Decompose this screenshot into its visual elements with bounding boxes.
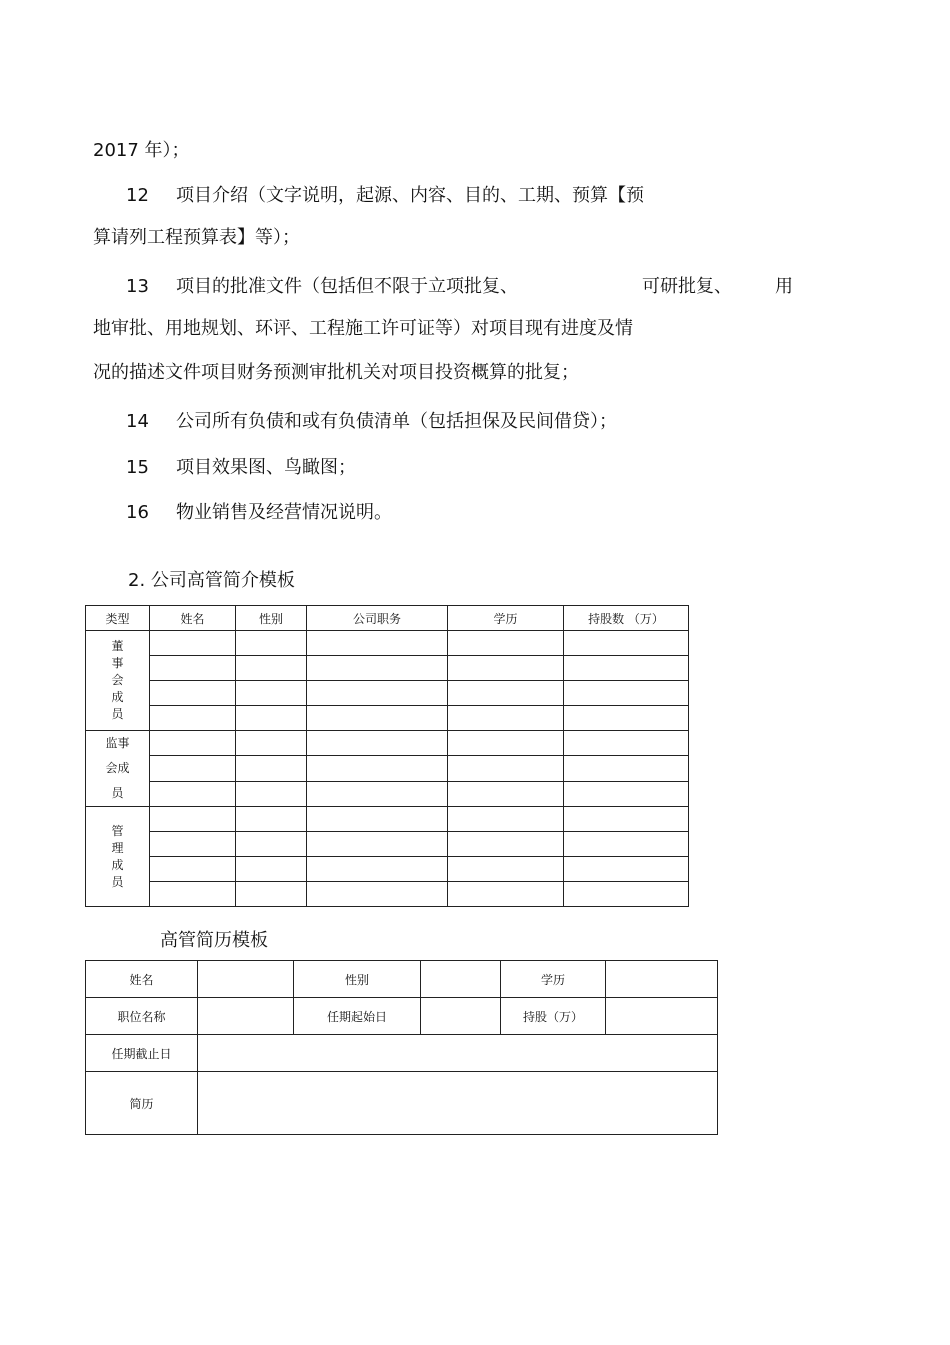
value-shares[interactable] xyxy=(606,998,718,1035)
header-type: 类型 xyxy=(86,606,150,631)
header-position: 公司职务 xyxy=(307,606,448,631)
table-cell[interactable] xyxy=(150,832,236,857)
table-cell[interactable] xyxy=(564,807,689,832)
table-cell[interactable] xyxy=(307,706,448,731)
table-cell[interactable] xyxy=(150,756,236,781)
exec-summary-table xyxy=(85,605,689,907)
paragraph-line: 地审批、用地规划、环评、工程施工许可证等）对项目现有进度及情 xyxy=(93,318,633,339)
table-cell[interactable] xyxy=(564,656,689,681)
table-row xyxy=(86,1072,718,1135)
header-gender: 性别 xyxy=(236,606,307,631)
item-text: 项目效果图、鸟瞰图； xyxy=(176,457,356,478)
table-cell[interactable] xyxy=(150,857,236,882)
table-cell[interactable] xyxy=(236,756,307,781)
table-cell[interactable] xyxy=(150,656,236,681)
table-cell[interactable] xyxy=(307,781,448,806)
label-shares: 持股（万） xyxy=(501,998,606,1035)
value-term-end[interactable] xyxy=(198,1035,718,1072)
table-cell[interactable] xyxy=(236,681,307,706)
table-cell[interactable] xyxy=(448,781,564,806)
table-row xyxy=(86,731,689,756)
item-text: 物业销售及经营情况说明。 xyxy=(176,502,392,523)
item-text: 可研批复、 xyxy=(642,276,732,297)
value-position[interactable] xyxy=(198,998,294,1035)
table-cell[interactable] xyxy=(236,706,307,731)
table-cell[interactable] xyxy=(307,631,448,656)
table-row xyxy=(86,656,689,681)
item-text: 项目介绍（文字说明，起源、内容、目的、工期、预算【预 xyxy=(176,185,644,206)
paragraph-line: 况的描述文件项目财务预测审批机关对项目投资概算的批复； xyxy=(93,362,579,383)
item-number: 12 xyxy=(126,185,149,206)
item-15 xyxy=(126,457,356,479)
table-cell[interactable] xyxy=(307,807,448,832)
table-header-row xyxy=(86,606,689,631)
table-cell[interactable] xyxy=(150,731,236,756)
label-term-end: 任期截止日 xyxy=(86,1035,198,1072)
table-cell[interactable] xyxy=(307,882,448,907)
table-row xyxy=(86,807,689,832)
item-text: 用 xyxy=(775,276,793,297)
table-cell[interactable] xyxy=(448,656,564,681)
table-cell[interactable] xyxy=(448,857,564,882)
value-education[interactable] xyxy=(606,961,718,998)
table-cell[interactable] xyxy=(236,857,307,882)
table-cell[interactable] xyxy=(236,832,307,857)
table-cell[interactable] xyxy=(564,756,689,781)
label-position: 职位名称 xyxy=(86,998,198,1035)
table-cell[interactable] xyxy=(307,731,448,756)
table-cell[interactable] xyxy=(448,807,564,832)
value-resume[interactable] xyxy=(198,1072,718,1135)
table-cell[interactable] xyxy=(236,631,307,656)
item-14 xyxy=(126,411,617,433)
table-cell[interactable] xyxy=(150,631,236,656)
table-cell[interactable] xyxy=(236,656,307,681)
label-name: 姓名 xyxy=(86,961,198,998)
group-supervisory-label: 监事会成员 xyxy=(86,731,150,807)
table-cell[interactable] xyxy=(307,857,448,882)
table-row xyxy=(86,832,689,857)
table-cell[interactable] xyxy=(150,807,236,832)
value-name[interactable] xyxy=(198,961,294,998)
table-cell[interactable] xyxy=(564,832,689,857)
item-text: 项目的批准文件（包括但不限于立项批复、 xyxy=(176,276,518,297)
table-cell[interactable] xyxy=(564,882,689,907)
table-row xyxy=(86,857,689,882)
group-board-label: 董事会成员 xyxy=(86,631,150,731)
header-name: 姓名 xyxy=(150,606,236,631)
paragraph-line: 算请列工程预算表】等）； xyxy=(93,227,300,248)
table-row xyxy=(86,706,689,731)
item-number: 15 xyxy=(126,457,149,478)
item-12 xyxy=(126,185,644,207)
table-cell[interactable] xyxy=(564,731,689,756)
item-number: 13 xyxy=(126,276,149,297)
group-management-label: 管理成员 xyxy=(86,807,150,907)
label-term-start: 任期起始日 xyxy=(294,998,421,1035)
table-cell[interactable] xyxy=(448,832,564,857)
table-cell[interactable] xyxy=(448,756,564,781)
item-number: 16 xyxy=(126,502,149,523)
table-cell[interactable] xyxy=(307,832,448,857)
table-cell[interactable] xyxy=(307,681,448,706)
table-row xyxy=(86,681,689,706)
table-row xyxy=(86,998,718,1035)
paragraph-line: 2017 年）； xyxy=(93,140,190,161)
label-education: 学历 xyxy=(501,961,606,998)
table-cell[interactable] xyxy=(448,731,564,756)
item-13 xyxy=(126,276,518,298)
table-cell[interactable] xyxy=(236,731,307,756)
table-cell[interactable] xyxy=(564,706,689,731)
table-row xyxy=(86,781,689,806)
item-number: 14 xyxy=(126,411,149,432)
table-cell[interactable] xyxy=(236,882,307,907)
table-cell[interactable] xyxy=(150,706,236,731)
table-row xyxy=(86,1035,718,1072)
table-row xyxy=(86,961,718,998)
table-row xyxy=(86,756,689,781)
value-term-start[interactable] xyxy=(421,998,501,1035)
label-gender: 性别 xyxy=(294,961,421,998)
table-cell[interactable] xyxy=(307,656,448,681)
table-cell[interactable] xyxy=(150,882,236,907)
table-cell[interactable] xyxy=(236,781,307,806)
table-cell[interactable] xyxy=(150,781,236,806)
item-16 xyxy=(126,502,392,524)
table-cell[interactable] xyxy=(448,681,564,706)
table-cell[interactable] xyxy=(448,631,564,656)
table-cell[interactable] xyxy=(564,781,689,806)
header-education: 学历 xyxy=(448,606,564,631)
label-resume: 简历 xyxy=(86,1072,198,1135)
table-cell[interactable] xyxy=(150,681,236,706)
section-heading: 2. 公司高管简介模板 xyxy=(128,570,295,591)
table-row xyxy=(86,631,689,656)
item-text: 公司所有负债和或有负债清单（包括担保及民间借贷）； xyxy=(176,411,617,432)
table-cell[interactable] xyxy=(564,857,689,882)
value-gender[interactable] xyxy=(421,961,501,998)
table-cell[interactable] xyxy=(448,706,564,731)
header-shares: 持股数 （万） xyxy=(564,606,689,631)
table-cell[interactable] xyxy=(448,882,564,907)
table-cell[interactable] xyxy=(564,631,689,656)
table-cell[interactable] xyxy=(564,681,689,706)
resume-table xyxy=(85,960,718,1135)
table-cell[interactable] xyxy=(307,756,448,781)
table-cell[interactable] xyxy=(236,807,307,832)
table-row xyxy=(86,882,689,907)
resume-template-title: 高管简历模板 xyxy=(160,930,268,951)
